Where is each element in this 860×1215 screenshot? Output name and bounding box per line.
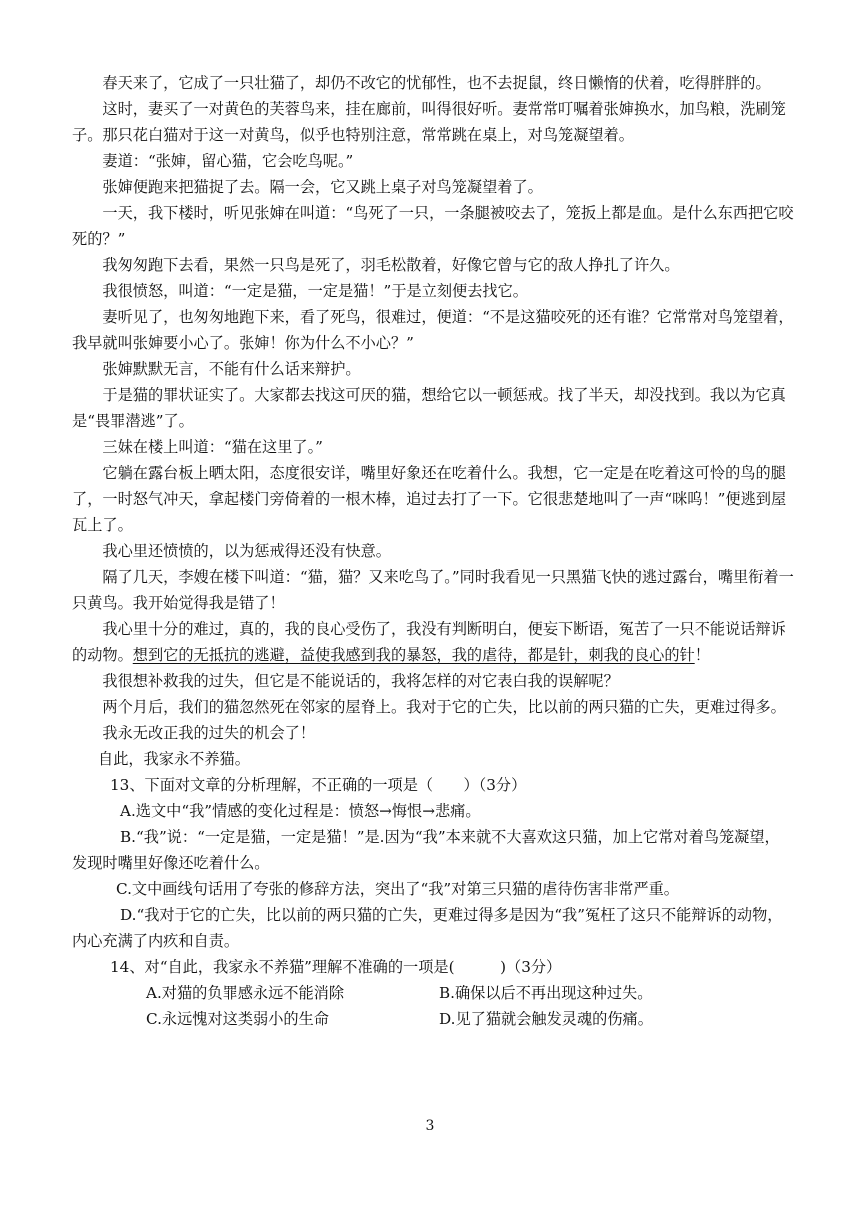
option-a: A.对猫的负罪感永远不能消除 bbox=[146, 984, 345, 1002]
paragraph: 张婶默默无言，不能有什么话来辩护。 bbox=[102, 360, 361, 378]
paragraph: 自此，我家永不养猫。 bbox=[98, 750, 250, 768]
option-d: D.“我对于它的亡失，比以前的两只猫的亡失，更难过得多是因为“我”冤枉了这只不能辩诉的动物，内心充满了内疚和自责。 bbox=[72, 906, 783, 950]
paragraph: 春天来了，它成了一只壮猫了，却仍不改它的忧郁性，也不去捉鼠，终日懒惰的伏着，吃得胖胖的。 bbox=[102, 74, 771, 92]
page-number: 3 bbox=[425, 1118, 435, 1134]
paragraph: 两个月后，我们的猫忽然死在邻家的屋脊上。我对于它的亡失，比以前的两只猫的亡失，更难过得多。 bbox=[102, 698, 786, 716]
paragraph-end-mark: ！ bbox=[694, 646, 710, 664]
option-b: B.“我”说：“一定是猫，一定是猫！”是.因为“我”本来就不大喜欢这只猫，加上它常对着鸟笼凝望，发现时嘴里好像还吃着什么。 bbox=[72, 828, 780, 872]
question-stem: 13、下面对文章的分析理解，不正确的一项是（ ）（3分） bbox=[110, 776, 527, 794]
paragraph: 于是猫的罪状证实了。大家都去找这可厌的猫，想给它以一顿惩戒。找了半天，却没找到。我以为它真是“畏罪潜逃”了。 bbox=[72, 386, 786, 430]
paragraph: 隔了几天，李嫂在楼下叫道：“猫，猫？又来吃鸟了。”同时我看见一只黑猫飞快的逃过露台，嘴里衔着一只黄鸟。我开始觉得我是错了！ bbox=[72, 568, 794, 612]
paragraph: 我永无改正我的过失的机会了！ bbox=[102, 724, 316, 742]
paragraph: 我很想补救我的过失，但它是不能说话的，我将怎样的对它表白我的误解呢？ bbox=[102, 672, 619, 690]
paragraph-with-underline bbox=[72, 616, 794, 668]
paragraph: 张婶便跑来把猫捉了去。隔一会，它又跳上桌子对鸟笼凝望着了。 bbox=[102, 178, 543, 196]
underlined-sentence: 想到它的无抵抗的逃避，益使我感到我的暴怒，我的虐待，都是针，刺我的良心的针 bbox=[132, 646, 695, 664]
option-c: C.永远愧对这类弱小的生命 bbox=[146, 1010, 329, 1028]
option-a: A.选文中“我”情感的变化过程是：愤怒→悔恨→悲痛。 bbox=[120, 802, 481, 820]
option-d: D.见了猫就会触发灵魂的伤痛。 bbox=[439, 1010, 653, 1028]
options-row bbox=[72, 1006, 794, 1032]
paragraph-text: 我心里十分的难过，真的，我的良心受伤了，我没有判断明白，便妄下断语，冤苦了一只不能说话辩诉的动物。 bbox=[72, 620, 786, 664]
question-stem: 14、对“自此，我家永不养猫”理解不准确的一项是( )（3分） bbox=[110, 958, 562, 976]
paragraph: 一天，我下楼时，听见张婶在叫道：“鸟死了一只，一条腿被咬去了，笼扳上都是血。是什么东西把它咬死的？” bbox=[72, 204, 794, 248]
options-row bbox=[72, 980, 794, 1006]
article-body bbox=[72, 70, 794, 1032]
paragraph: 我很愤怒，叫道：“一定是猫，一定是猫！”于是立刻便去找它。 bbox=[102, 282, 528, 300]
question-13 bbox=[72, 772, 794, 954]
option-b: B.确保以后不再出现这种过失。 bbox=[439, 984, 653, 1002]
paragraph: 我心里还愤愤的，以为惩戒得还没有快意。 bbox=[102, 542, 391, 560]
paragraph: 妻听见了，也匆匆地跑下来，看了死鸟，很难过，便道：“不是这猫咬死的还有谁？它常常对鸟笼望着，我早就叫张婶要小心了。张婶！你为什么不小心？” bbox=[72, 308, 794, 352]
paragraph: 它躺在露台板上晒太阳，态度很安详，嘴里好象还在吃着什么。我想，它一定是在吃着这可怜的鸟的腿了，一时怒气冲天，拿起楼门旁倚着的一根木棒，追过去打了一下。它很悲楚地叫了一声“咪呜！”便逃到屋瓦上了。 bbox=[72, 464, 787, 534]
option-c: C.文中画线句话用了夸张的修辞方法，突出了“我”对第三只猫的虐待伤害非常严重。 bbox=[116, 880, 679, 898]
paragraph: 我匆匆跑下去看，果然一只鸟是死了，羽毛松散着，好像它曾与它的敌人挣扎了许久。 bbox=[102, 256, 680, 274]
paragraph: 妻道：“张婶，留心猫，它会吃鸟呢。” bbox=[102, 152, 354, 170]
paragraph: 三妹在楼上叫道：“猫在这里了。” bbox=[102, 438, 323, 456]
paragraph: 这时，妻买了一对黄色的芙蓉鸟来，挂在廊前，叫得很好听。妻常常叮嘱着张婶换水，加鸟粮，洗刷笼子。那只花白猫对于这一对黄鸟，似乎也特别注意，常常跳在桌上，对鸟笼凝望着。 bbox=[72, 100, 786, 144]
question-14 bbox=[72, 954, 794, 1032]
